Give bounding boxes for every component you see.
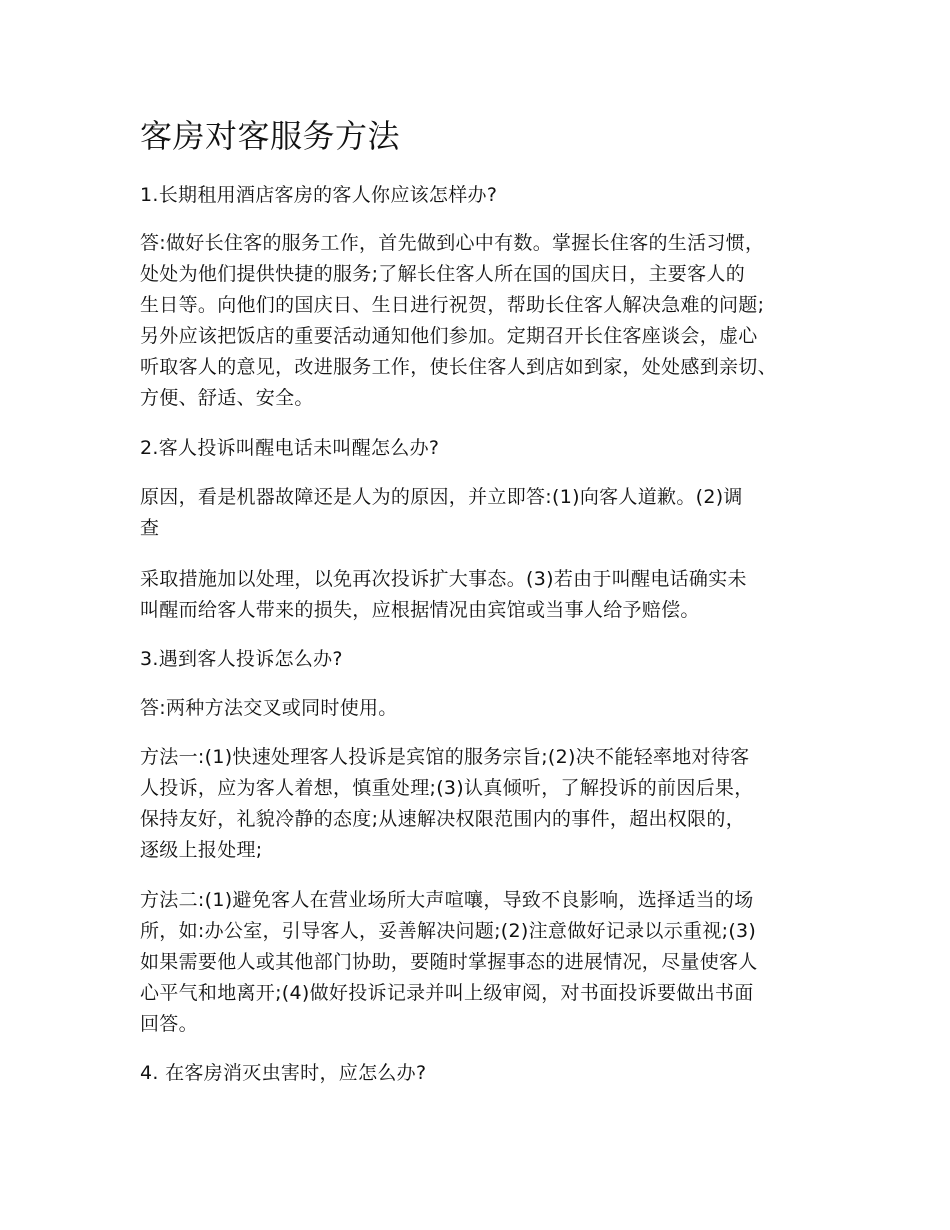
- method-1: [140, 742, 830, 866]
- text-line: 叫醒而给客人带来的损失，应根据情况由宾馆或当事人给予赔偿。: [140, 599, 700, 621]
- text-line: 另外应该把饭店的重要活动通知他们参加。定期召开长住客座谈会，虚心: [140, 325, 758, 347]
- text-line: 答:两种方法交叉或同时使用。: [140, 697, 398, 719]
- answer-2-part-1: [140, 482, 830, 544]
- text-line: 处处为他们提供快捷的服务;了解长住客人所在国的国庆日，主要客人的: [140, 263, 746, 285]
- text-line: 2.客人投诉叫醒电话未叫醒怎么办?: [140, 437, 440, 459]
- text-line: 回答。: [140, 1013, 198, 1035]
- question-4: [140, 1058, 830, 1089]
- text-line: 采取措施加以处理，以免再次投诉扩大事态。(3)若由于叫醒电话确实未: [140, 568, 747, 590]
- text-line: 人投诉，应为客人着想，慎重处理;(3)认真倾听，了解投诉的前因后果，: [140, 777, 754, 799]
- answer-2-part-2: [140, 564, 830, 626]
- text-line: 心平气和地离开;(4)做好投诉记录并叫上级审阅，对书面投诉要做出书面: [140, 982, 754, 1004]
- text-line: 方法一:(1)快速处理客人投诉是宾馆的服务宗旨;(2)决不能轻率地对待客: [140, 746, 750, 768]
- text-line: 听取客人的意见，改进服务工作，使长住客人到店如到家，处处感到亲切、: [140, 356, 777, 378]
- question-2: [140, 433, 830, 464]
- text-line: 生日等。向他们的国庆日、生日进行祝贺，帮助长住客人解决急难的问题;: [140, 294, 765, 316]
- text-line: 方法二:(1)避免客人在营业场所大声喧嚷，导致不良影响，选择适当的场: [140, 889, 754, 911]
- text-line: 逐级上报处理;: [140, 839, 263, 861]
- text-line: 答:做好长住客的服务工作，首先做到心中有数。掌握长住客的生活习惯，: [140, 232, 765, 254]
- question-3: [140, 644, 830, 675]
- question-1: [140, 180, 830, 211]
- text-line: 如果需要他人或其他部门协助，要随时掌握事态的进展情况，尽量使客人: [140, 951, 758, 973]
- answer-3-intro: [140, 693, 830, 724]
- text-line: 方便、舒适、安全。: [140, 387, 314, 409]
- method-2: [140, 885, 830, 1040]
- text-line: 原因，看是机器故障还是人为的原因，并立即答:(1)向客人道歉。(2)调: [140, 486, 743, 508]
- text-line: 3.遇到客人投诉怎么办?: [140, 648, 343, 670]
- text-line: 所，如:办公室，引导客人，妥善解决问题;(2)注意做好记录以示重视;(3): [140, 920, 757, 942]
- answer-1: [140, 228, 830, 414]
- document-title: 客房对客服务方法: [140, 117, 401, 155]
- text-line: 1.长期租用酒店客房的客人你应该怎样办?: [140, 184, 498, 206]
- text-line: 4. 在客房消灭虫害时，应怎么办?: [140, 1062, 427, 1084]
- text-line: 保持友好，礼貌冷静的态度;从速解决权限范围内的事件，超出权限的，: [140, 808, 746, 830]
- text-line: 查: [140, 517, 160, 539]
